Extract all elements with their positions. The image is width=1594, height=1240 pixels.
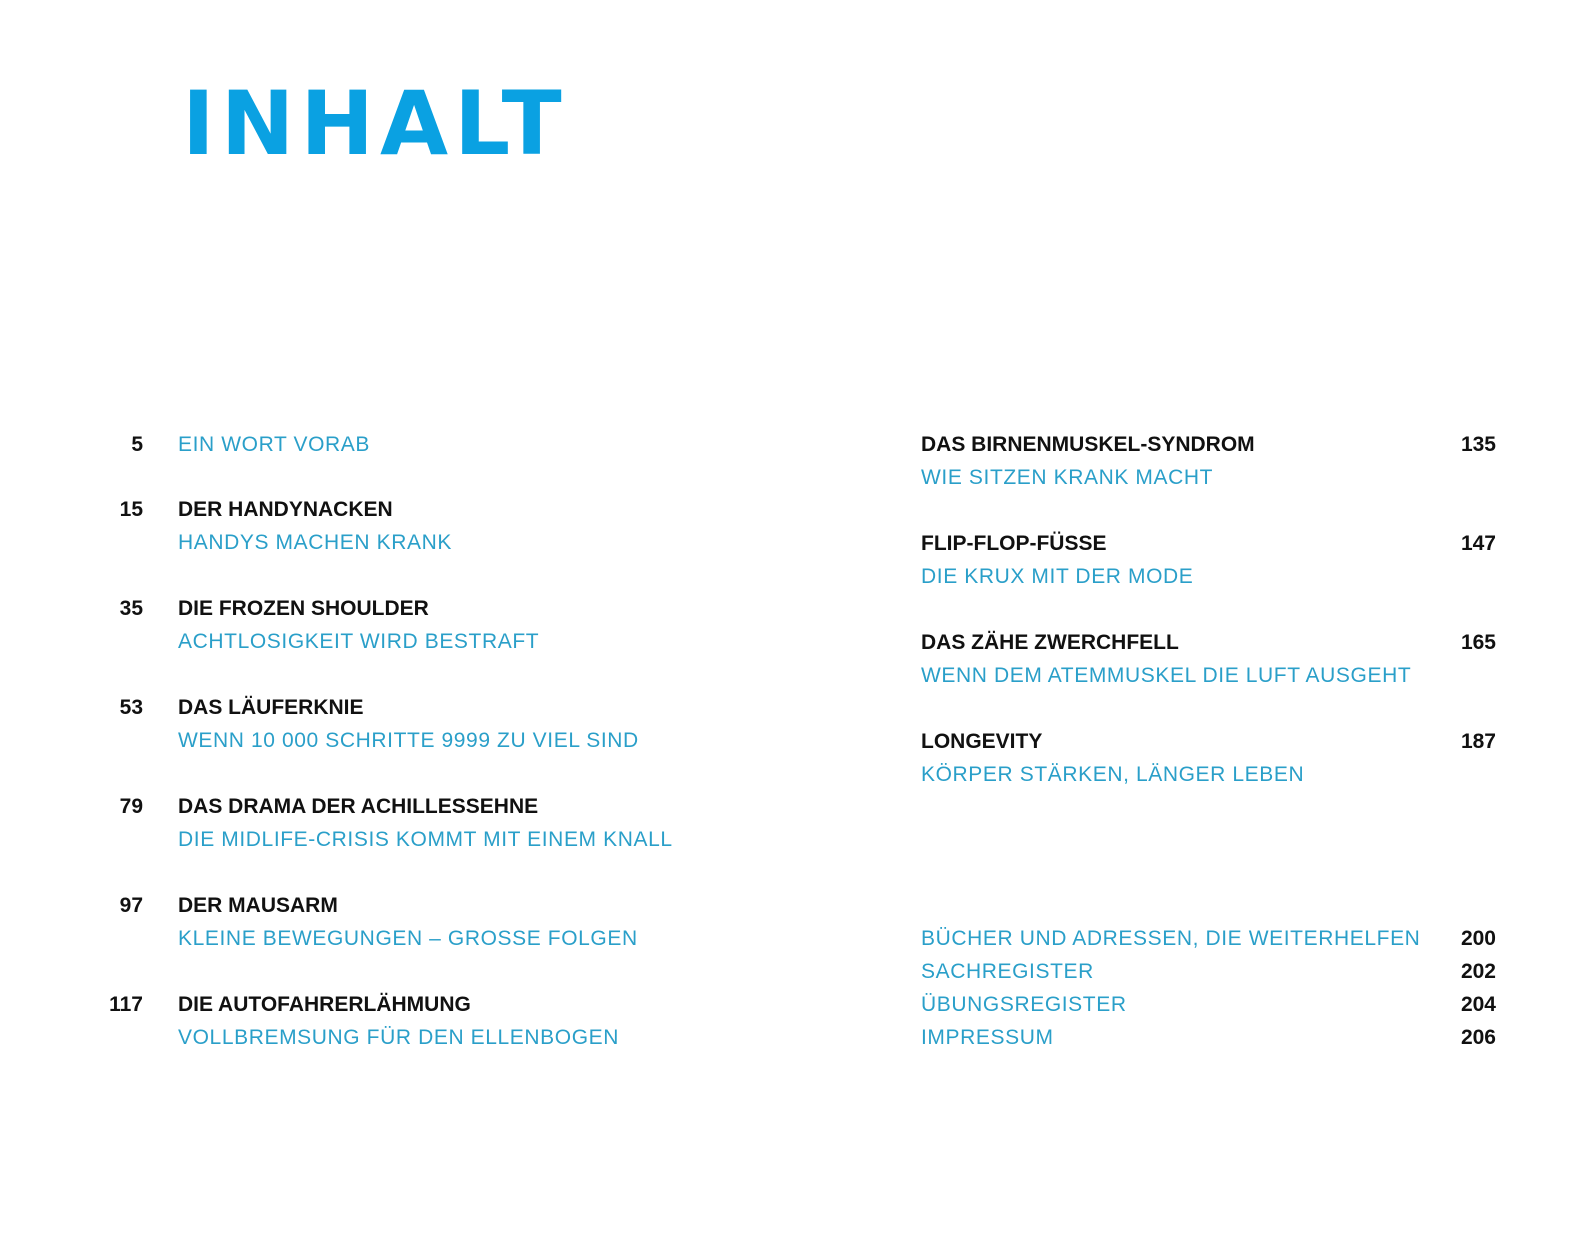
toc-page-number: 97 <box>119 894 143 917</box>
appendix-label: SACHREGISTER <box>921 960 1094 983</box>
toc-entry-subtitle: HANDYS MACHEN KRANK <box>178 531 452 554</box>
toc-entry-subtitle: WIE SITZEN KRANK MACHT <box>921 466 1214 489</box>
toc-entry-title: FLIP-FLOP-FÜSSE <box>921 532 1107 555</box>
toc-page-number: 165 <box>1460 631 1496 654</box>
toc-page-number: 79 <box>119 795 143 818</box>
toc-page-number: 187 <box>1460 730 1496 753</box>
toc-entry-title: DAS BIRNENMUSKEL-SYNDROM <box>921 433 1255 456</box>
page-title: INHALT <box>182 72 568 175</box>
toc-page-number: 35 <box>119 597 143 620</box>
toc-page-number: 135 <box>1460 433 1496 456</box>
toc-entry-title: DIE AUTOFAHRERLÄHMUNG <box>178 993 471 1016</box>
toc-entry-title: DER HANDYNACKEN <box>178 498 393 521</box>
toc-entry-subtitle: WENN DEM ATEMMUSKEL DIE LUFT AUSGEHT <box>921 664 1412 687</box>
appendix-label: ÜBUNGSREGISTER <box>921 993 1127 1016</box>
toc-page-number: 204 <box>1460 993 1496 1016</box>
toc-entry-title: DIE FROZEN SHOULDER <box>178 597 429 620</box>
toc-entry-title: DAS ZÄHE ZWERCHFELL <box>921 631 1179 654</box>
toc-page-number: 202 <box>1460 960 1496 983</box>
toc-entry-subtitle: EIN WORT VORAB <box>178 433 370 456</box>
toc-entry-title: LONGEVITY <box>921 730 1043 753</box>
toc-entry-subtitle: KÖRPER STÄRKEN, LÄNGER LEBEN <box>921 763 1305 786</box>
toc-entry-subtitle: KLEINE BEWEGUNGEN – GROSSE FOLGEN <box>178 927 638 950</box>
toc-entry-subtitle: WENN 10 000 SCHRITTE 9999 ZU VIEL SIND <box>178 729 639 752</box>
toc-page-number: 5 <box>131 433 143 456</box>
toc-page-number: 200 <box>1460 927 1496 950</box>
appendix-label: BÜCHER UND ADRESSEN, DIE WEITERHELFEN <box>921 927 1421 950</box>
toc-entry-subtitle: ACHTLOSIGKEIT WIRD BESTRAFT <box>178 630 540 653</box>
toc-page-number: 53 <box>119 696 143 719</box>
toc-entry-subtitle: DIE KRUX MIT DER MODE <box>921 565 1194 588</box>
toc-entry-title: DAS LÄUFERKNIE <box>178 696 364 719</box>
toc-entry-subtitle: VOLLBREMSUNG FÜR DEN ELLENBOGEN <box>178 1026 620 1049</box>
toc-entry-subtitle: DIE MIDLIFE-CRISIS KOMMT MIT EINEM KNALL <box>178 828 673 851</box>
toc-entry-title: DAS DRAMA DER ACHILLESSEHNE <box>178 795 539 818</box>
toc-page-number: 147 <box>1460 532 1496 555</box>
toc-page-number: 206 <box>1460 1026 1496 1049</box>
toc-page-number: 15 <box>119 498 143 521</box>
appendix-label: IMPRESSUM <box>921 1026 1054 1049</box>
toc-entry-title: DER MAUSARM <box>178 894 338 917</box>
toc-page-number: 117 <box>109 993 143 1016</box>
